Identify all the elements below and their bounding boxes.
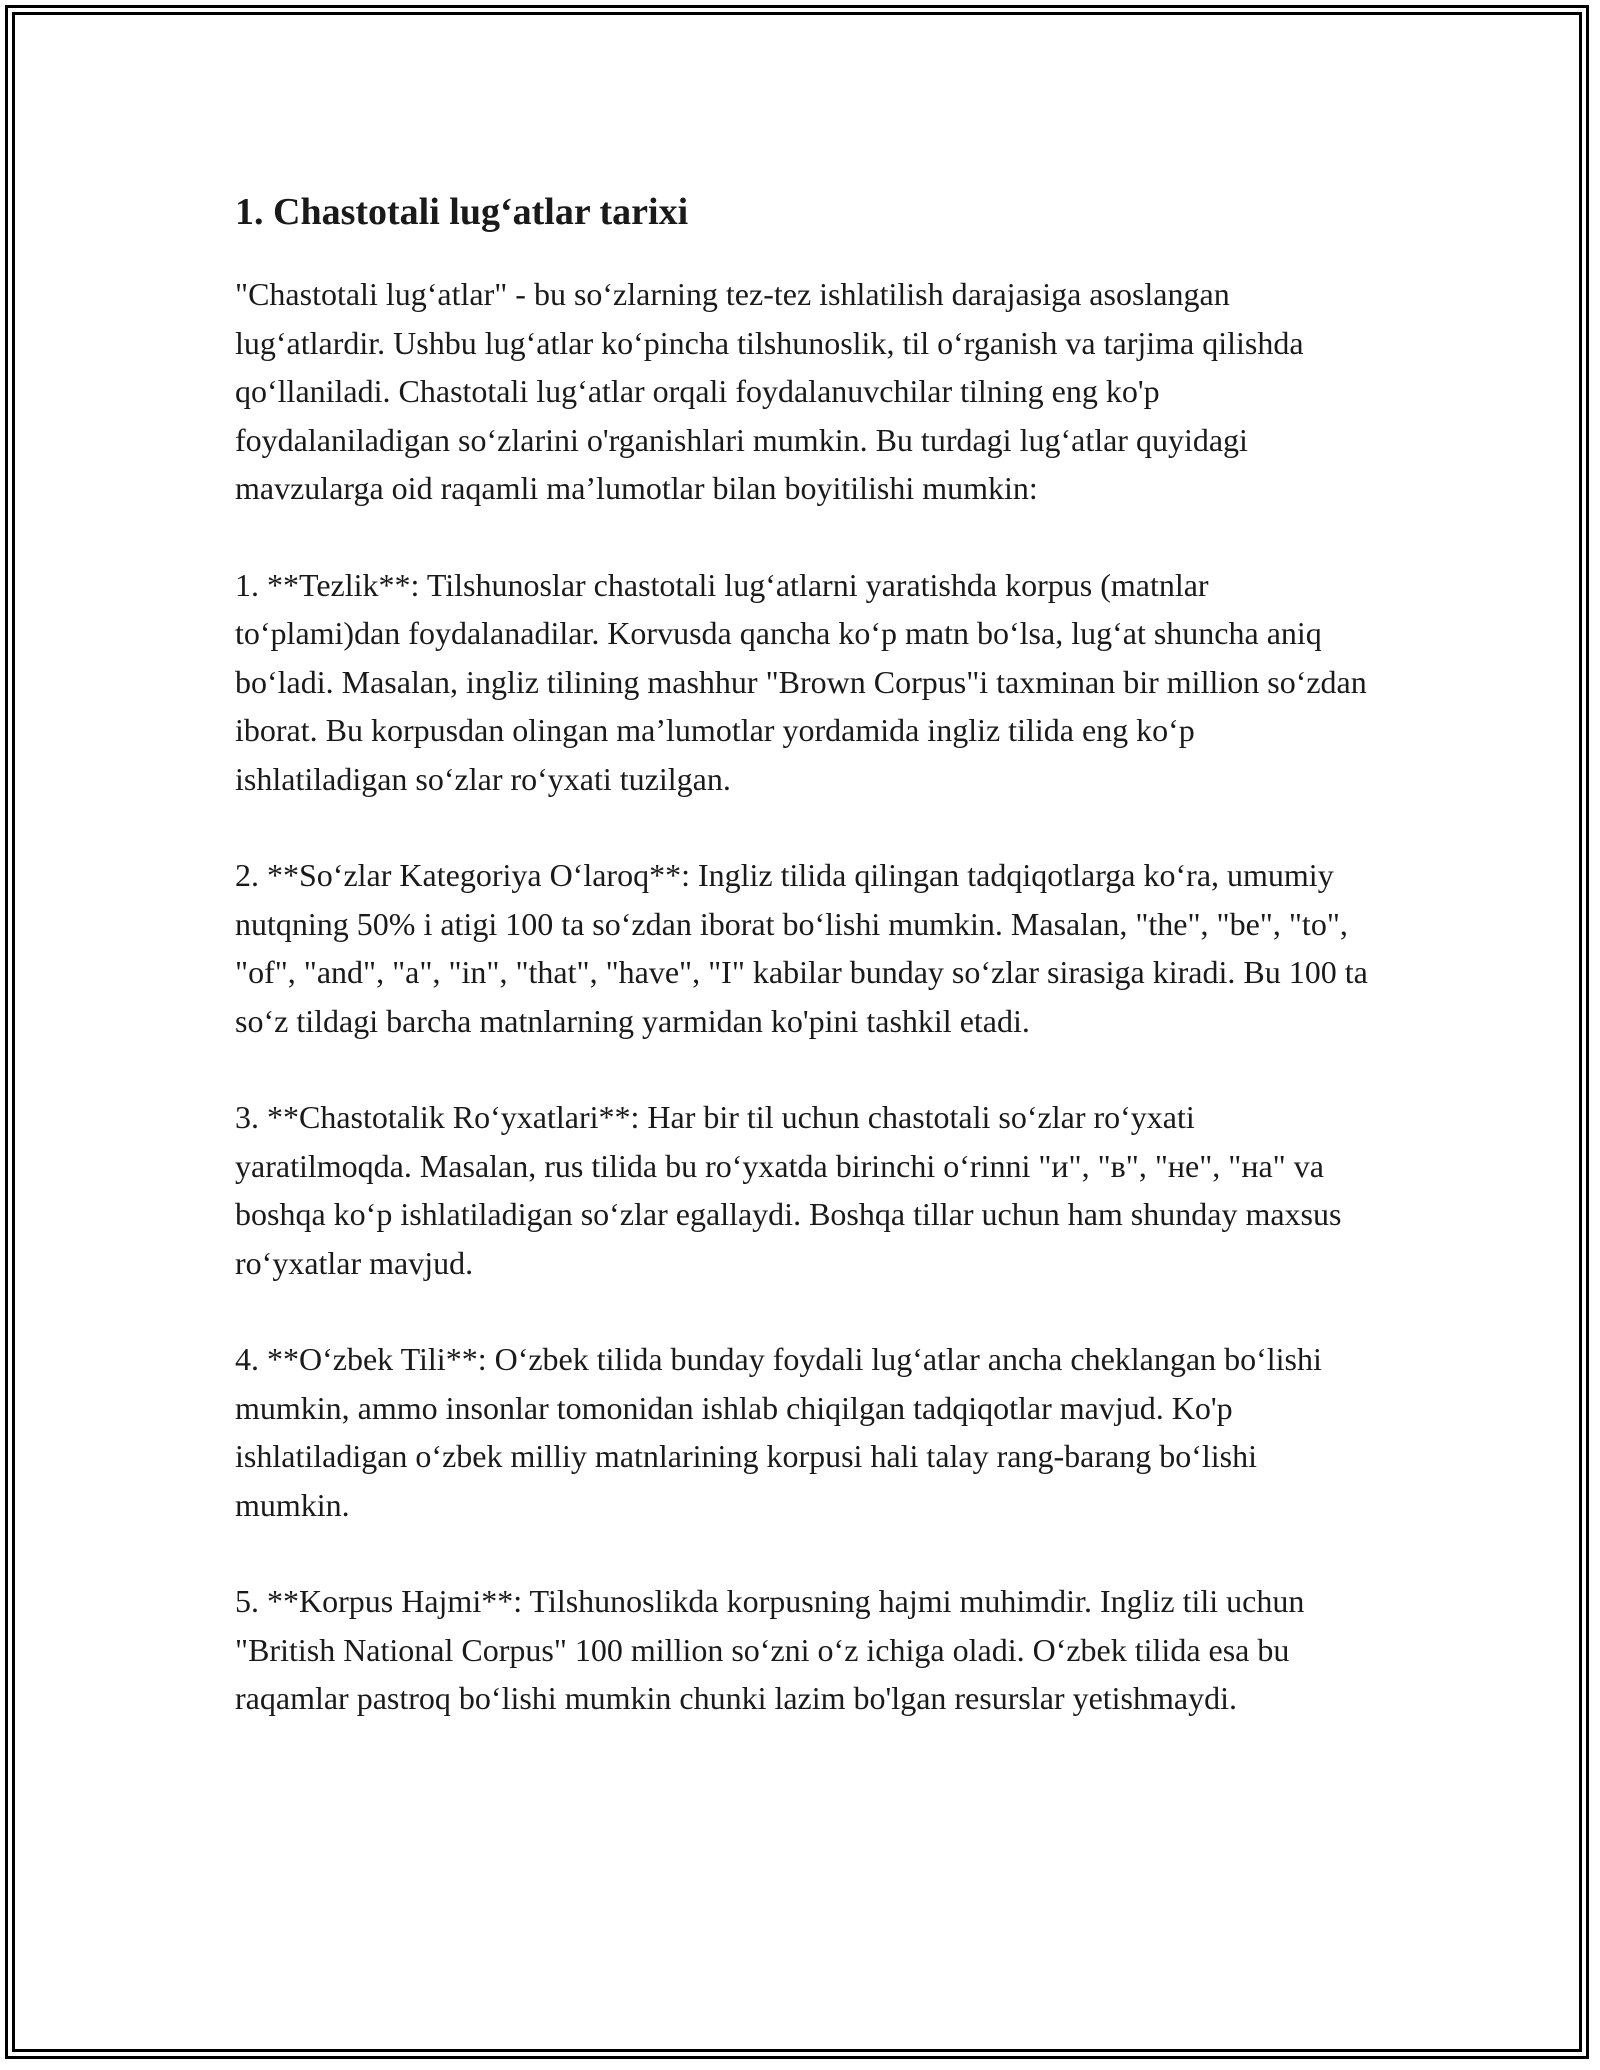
intro-paragraph: "Chastotali lug‘atlar" - bu so‘zlarning tez-tez ishlatilish darajasiga asoslangan lug‘atlardir. Ushbu lug‘atlar ko‘pincha tilshunoslik, til o‘rganish va tarjima qilishda qo‘llaniladi. Chastotali lug‘atlar orqali foydalanuvchilar tilning eng ko'p foydalaniladigan so‘zlarini o'rganishlari mumkin. Bu turdagi lug‘atlar quyidagi mavzularga oid raqamli ma’lumotlar bilan boyitilishi mumkin: [235,276,1304,506]
list-item-chastotalik-royxatlari: 3. **Chastotalik Ro‘yxatlari**: Har bir til uchun chastotali so‘zlar ro‘yxati yaratilmoqda. Masalan, rus tilida bu ro‘yxatda birinchi o‘rinni "и", "в", "не", "на" va boshqa ko‘p ishlatiladigan so‘zlar egallaydi. Boshqa tillar uchun ham shunday maxsus ro‘yxatlar mavjud. [235,1099,1342,1281]
list-item-korpus-hajmi: 5. **Korpus Hajmi**: Tilshunoslikda korpusning hajmi muhimdir. Ingliz tili uchun "British National Corpus" 100 million so‘zni o‘z ichiga oladi. O‘zbek tilida esa bu raqamlar pastroq bo‘lishi mumkin chunki lazim bo'lgan resurslar yetishmaydi. [235,1583,1305,1716]
list-item-sozlar-kategoriya: 2. **So‘zlar Kategoriya O‘laroq**: Ingliz tilida qilingan tadqiqotlarga ko‘ra, umumiy nutqning 50% i atigi 100 ta so‘zdan iborat bo‘lishi mumkin. Masalan, "the", "be", "to", "of", "and", "a", "in", "that", "have", "I" kabilar bunday so‘zlar sirasiga kiradi. Bu 100 ta so‘z tildagi barcha matnlarning yarmidan ko'pini tashkil etadi. [235,857,1368,1039]
list-item-ozbek-tili: 4. **O‘zbek Tili**: O‘zbek tilida bunday foydali lug‘atlar ancha cheklangan bo‘lishi mumkin, ammo insonlar tomonidan ishlab chiqilgan tadqiqotlar mavjud. Ko'p ishlatiladigan o‘zbek milliy matnlarining korpusi hali talay rang-barang bo‘lishi mumkin. [235,1341,1322,1523]
list-item-tezlik: 1. **Tezlik**: Tilshunoslar chastotali lug‘atlarni yaratishda korpus (matnlar to‘plami)dan foydalanadilar. Korvusda qancha ko‘p matn bo‘lsa, lug‘at shuncha aniq bo‘ladi. Masalan, ingliz tilining mashhur "Brown Corpus"i taxminan bir million so‘zdan iborat. Bu korpusdan olingan ma’lumotlar yordamida ingliz tilida eng ko‘p ishlatiladigan so‘zlar ro‘yxati tuzilgan. [235,566,1367,797]
document-body [235,184,1370,1771]
section-title: 1. Chastotali lug‘atlar tarixi [235,191,689,233]
